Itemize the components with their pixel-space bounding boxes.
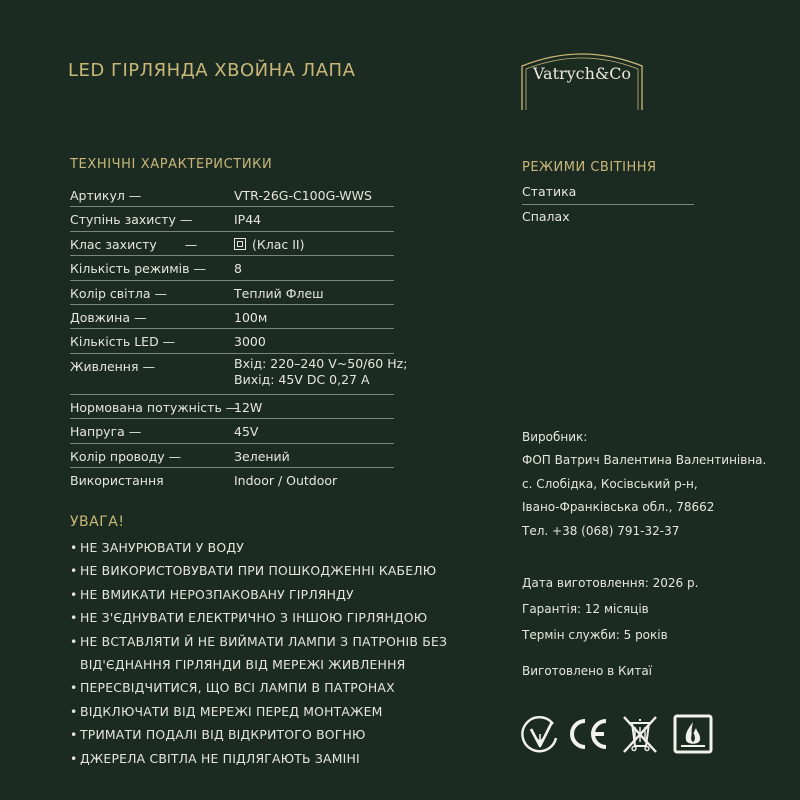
warning-item [70, 559, 447, 582]
warning-text: НЕ ВСТАВЛЯТИ Й НЕ ВИЙМАТИ ЛАМПИ З ПАТРОНІВ БЕЗ [80, 633, 448, 649]
dates-block [522, 570, 698, 648]
spec-label: Артикул — [70, 188, 142, 203]
spec-label: Кількість режимів — [70, 261, 206, 277]
bullet: • [70, 633, 78, 649]
bullet: • [70, 750, 78, 766]
spec-value: 45V [234, 424, 259, 440]
spec-label: Колір проводу — [70, 448, 182, 464]
warning-item [70, 700, 447, 723]
warning-list [70, 536, 447, 770]
mode-item: Спалах [522, 209, 570, 224]
warning-text: НЕ ВИКОРИСТОВУВАТИ ПРИ ПОШКОДЖЕННІ КАБЕЛЮ [80, 563, 437, 579]
specs-heading: ТЕХНІЧНІ ХАРАКТЕРИСТИКИ [70, 157, 273, 172]
spec-label: Живлення — [70, 358, 155, 374]
double-insulation-icon [234, 238, 246, 250]
spec-row [70, 419, 394, 443]
manufacturer-address: с. Слобідка, Косівський р-н, [522, 476, 698, 491]
spec-value: VTR-26G-C100G-WWS [234, 188, 372, 203]
warning-item [70, 606, 447, 629]
spec-row [70, 468, 394, 491]
warning-text: НЕ З'ЄДНУВАТИ ЕЛЕКТРИЧНО З ІНШОЮ ГІРЛЯНДОЮ [80, 610, 428, 626]
spec-value: 12W [234, 399, 263, 415]
bullet: • [70, 563, 78, 579]
spec-value: 3000 [234, 334, 266, 350]
bullet: • [70, 610, 78, 626]
manufacturer-phone: Тел. +38 (068) 791-32-37 [522, 523, 680, 538]
warning-text: ВІДКЛЮЧАТИ ВІД МЕРЕЖІ ПЕРЕД МОНТАЖЕМ [80, 703, 383, 719]
manufacturer-label: Виробник: [522, 430, 588, 444]
weee-bin-icon [620, 714, 660, 754]
warning-item [70, 630, 447, 653]
warning-text: ДЖЕРЕЛА СВІТЛА НЕ ПІДЛЯГАЮТЬ ЗАМІНІ [80, 750, 360, 766]
spec-row [70, 256, 394, 280]
spec-value-wrap [234, 356, 407, 388]
brand-logo [518, 44, 646, 114]
warning-heading: УВАГА! [70, 514, 125, 530]
spec-value: IP44 [234, 212, 262, 228]
modes-list [522, 180, 694, 229]
bullet: • [70, 586, 78, 602]
mode-item: Статика [522, 180, 694, 205]
manufacturer-block [522, 426, 766, 543]
ce-mark-icon [568, 714, 610, 754]
spec-row [70, 281, 394, 305]
spec-value-wrap [234, 237, 305, 252]
spec-label: Ступінь захисту — [70, 212, 193, 228]
page-title: LED ГІРЛЯНДА ХВОЙНА ЛАПА [68, 60, 356, 81]
manufacturer-name: ФОП Ватрич Валентина Валентинівна. [522, 453, 767, 468]
spec-label: Використання [70, 472, 164, 488]
bullet: • [70, 727, 78, 743]
spec-row [70, 207, 394, 231]
warning-item [70, 583, 447, 606]
spec-row [70, 183, 394, 207]
spec-value: Вхід: 220–240 V~50/60 Hz; [234, 355, 408, 371]
spec-label: Клас захисту [70, 236, 157, 252]
warning-text: НЕ ВМИКАТИ НЕРОЗПАКОВАНУ ГІРЛЯНДУ [80, 586, 354, 602]
bullet: • [70, 680, 78, 696]
warning-text: ТРИМАТИ ПОДАЛІ ВІД ВІДКРИТОГО ВОГНЮ [80, 727, 366, 743]
modes-heading: РЕЖИМИ СВІТІННЯ [522, 160, 657, 175]
warning-item [70, 723, 447, 746]
specs-table [70, 183, 408, 491]
manufacturer-address: Івано-Франківська обл., 78662 [522, 500, 715, 515]
spec-value: 8 [234, 261, 242, 277]
spec-value: (Клас II) [252, 236, 305, 252]
spec-label: Нормована потужність — [70, 399, 239, 415]
spec-value: Зелений [234, 448, 290, 464]
spec-value: Теплий Флеш [234, 285, 324, 301]
spec-row [70, 395, 394, 419]
production-date: Дата виготовлення: 2026 р. [522, 576, 699, 590]
spec-value: Indoor / Outdoor [234, 472, 338, 488]
flame-safety-icon [673, 714, 713, 754]
warning-text: ВІД'ЄДНАННЯ ГІРЛЯНДИ ВІД МЕРЕЖІ ЖИВЛЕННЯ [80, 656, 406, 672]
spec-value-2: Вихід: 45V DC 0,27 A [234, 371, 370, 387]
bullet: • [70, 540, 78, 555]
service-life: Термін служби: 5 років [522, 628, 668, 642]
spec-row [70, 305, 394, 329]
spec-label-wrap [70, 237, 197, 252]
warning-item [70, 747, 447, 770]
warning-item [70, 536, 447, 559]
warning-item-continuation [70, 653, 447, 676]
bullet: • [70, 703, 78, 719]
warning-text: НЕ ЗАНУРЮВАТИ У ВОДУ [80, 540, 244, 555]
spec-row [70, 354, 408, 395]
spec-label: Напруга — [70, 424, 142, 440]
spec-label: Кількість LED — [70, 334, 176, 350]
spec-row [70, 232, 394, 256]
logo-text: Vatrych&Co [532, 64, 632, 83]
spec-dash: — [184, 236, 198, 252]
spec-row [70, 444, 394, 468]
country-of-origin: Виготовлено в Китаї [522, 664, 653, 678]
warning-text: ПЕРЕСВІДЧИТИСЯ, ЩО ВСІ ЛАМПИ В ПАТРОНАХ [80, 680, 395, 696]
warning-item [70, 676, 447, 699]
ukrainian-conformity-icon [520, 714, 560, 754]
warranty: Гарантія: 12 місяців [522, 602, 649, 616]
spec-value: 100м [234, 309, 268, 325]
spec-label: Колір світла — [70, 285, 168, 301]
spec-label: Довжина — [70, 309, 147, 325]
spec-row [70, 329, 394, 353]
